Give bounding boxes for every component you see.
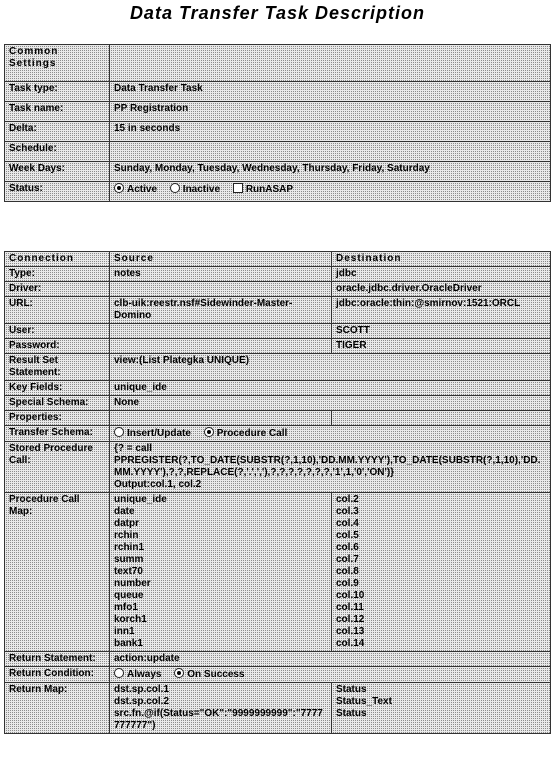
procedure-call-map-destination	[332, 493, 551, 652]
status-runasap-text: RunASAP	[245, 184, 294, 195]
insert-update-option[interactable]	[114, 428, 191, 439]
task-type-value: Data Transfer Task	[110, 82, 551, 102]
map-source-item: unique_ide	[114, 494, 167, 505]
return-map-source-item: src.fn.@if(Status="OK":"9999999999":"7777777777")	[114, 708, 323, 731]
return-condition-options	[110, 667, 551, 683]
return-map-source-item: dst.sp.col.1	[114, 684, 170, 695]
map-destination-item: col.7	[336, 554, 359, 565]
properties-source	[110, 411, 332, 426]
special-schema-label: Special Schema:	[5, 396, 110, 411]
procedure-call-map-source	[110, 493, 332, 652]
connection-header: Connection	[5, 252, 110, 267]
map-destination-item: col.5	[336, 530, 359, 541]
schedule-label: Schedule:	[5, 142, 110, 162]
return-map-label: Return Map:	[5, 683, 110, 734]
status-inactive-text: Inactive	[182, 184, 221, 195]
map-source-item: datpr	[114, 518, 139, 529]
map-destination-item: col.6	[336, 542, 359, 553]
return-map-destination-item: Status	[336, 708, 367, 719]
page-title: Data Transfer Task Description	[129, 3, 426, 23]
map-destination-item: col.11	[336, 602, 364, 613]
type-label: Type:	[5, 267, 110, 282]
map-destination-item: col.14	[336, 638, 365, 649]
map-source-item: inn1	[114, 626, 135, 637]
map-destination-item: col.9	[336, 578, 359, 589]
delta-value: 15 in seconds	[110, 122, 551, 142]
map-source-item: text70	[114, 566, 143, 577]
map-destination-item: col.13	[336, 626, 365, 637]
special-schema-value: None	[110, 396, 551, 411]
map-source-item: mfo1	[114, 602, 138, 613]
map-source-item: date	[114, 506, 135, 517]
stored-procedure-value	[110, 442, 551, 493]
return-map-source-item: dst.sp.col.2	[114, 696, 170, 707]
key-fields-label: Key Fields:	[5, 381, 110, 396]
on-success-option[interactable]	[174, 669, 244, 680]
transfer-schema-label: Transfer Schema:	[5, 426, 110, 442]
map-destination-item: col.3	[336, 506, 359, 517]
key-fields-value: unique_ide	[110, 381, 551, 396]
task-type-label: Task type:	[5, 82, 110, 102]
map-source-item: rchin1	[114, 542, 145, 553]
driver-destination: oracle.jdbc.driver.OracleDriver	[332, 282, 551, 297]
status-options	[110, 182, 551, 202]
checkbox-runasap[interactable]	[233, 183, 243, 193]
map-destination-item: col.2	[336, 494, 359, 505]
map-source-item: summ	[114, 554, 144, 565]
radio-active[interactable]	[114, 183, 124, 193]
week-days-value: Sunday, Monday, Tuesday, Wednesday, Thursday, Friday, Saturday	[110, 162, 551, 182]
procedure-call-option[interactable]	[204, 428, 288, 439]
user-source	[110, 324, 332, 339]
common-settings-table	[4, 44, 551, 202]
map-destination-item: col.8	[336, 566, 359, 577]
return-statement-label: Return Statement:	[5, 652, 110, 667]
status-active-option[interactable]	[114, 184, 157, 195]
insert-update-text: Insert/Update	[127, 428, 191, 439]
transfer-schema-options	[110, 426, 551, 442]
map-destination-item: col.10	[336, 590, 365, 601]
stored-procedure-line-1: {? = call	[114, 443, 153, 454]
result-set-value: view:(List Plategka UNIQUE)	[110, 354, 551, 381]
map-source-item: rchin	[114, 530, 139, 541]
map-destination-item: col.12	[336, 614, 365, 625]
common-settings-header-spacer	[110, 45, 551, 82]
radio-inactive[interactable]	[170, 183, 180, 193]
url-label: URL:	[5, 297, 110, 324]
password-source	[110, 339, 332, 354]
common-settings-header: Common Settings	[5, 45, 110, 82]
delta-label: Delta:	[5, 122, 110, 142]
map-source-item: bank1	[114, 638, 143, 649]
password-destination: TIGER	[332, 339, 551, 354]
map-source-item: korch1	[114, 614, 147, 625]
return-map-destination-item: Status	[336, 684, 367, 695]
task-name-label: Task name:	[5, 102, 110, 122]
properties-destination	[332, 411, 551, 426]
driver-label: Driver:	[5, 282, 110, 297]
map-source-item: number	[114, 578, 151, 589]
week-days-label: Week Days:	[5, 162, 110, 182]
return-condition-label: Return Condition:	[5, 667, 110, 683]
url-destination: jdbc:oracle:thin:@smirnov:1521:ORCL	[332, 297, 551, 324]
procedure-call-map-label: Procedure Call Map:	[5, 493, 110, 652]
procedure-call-text: Procedure Call	[216, 428, 288, 439]
status-runasap-option[interactable]	[233, 184, 293, 195]
map-destination-item: col.4	[336, 518, 359, 529]
schedule-value	[110, 142, 551, 162]
user-label: User:	[5, 324, 110, 339]
properties-label: Properties:	[5, 411, 110, 426]
status-inactive-option[interactable]	[170, 184, 220, 195]
return-map-source	[110, 683, 332, 734]
type-source: notes	[110, 267, 332, 282]
stored-procedure-line-2: PPREGISTER(?,TO_DATE(SUBSTR(?,1,10),'DD.MM.YYYY'),TO_DATE(SUBSTR(?,1,10),'DD.MM.YYYY'),?,?,REPLACE(?,'.',','),?,?,?,?,?,?,?,'1',1,'0','ON')}	[114, 455, 541, 478]
source-header: Source	[110, 252, 332, 267]
return-map-destination-item: Status_Text	[336, 696, 392, 707]
result-set-label: Result Set Statement:	[5, 354, 110, 381]
connection-table	[4, 251, 551, 734]
destination-header: Destination	[332, 252, 551, 267]
url-source: clb-uik:reestr.nsf#Sidewinder-Master-Domino	[110, 297, 332, 324]
return-map-destination	[332, 683, 551, 734]
radio-always[interactable]	[114, 668, 124, 678]
stored-procedure-line-3: Output:col.1, col.2	[114, 479, 202, 490]
radio-insert-update[interactable]	[114, 427, 124, 437]
return-statement-value: action:update	[110, 652, 551, 667]
map-source-item: queue	[114, 590, 144, 601]
task-name-value: PP Registration	[110, 102, 551, 122]
password-label: Password:	[5, 339, 110, 354]
status-active-text: Active	[127, 184, 158, 195]
always-text: Always	[127, 669, 162, 680]
radio-on-success[interactable]	[174, 668, 184, 678]
status-label: Status:	[5, 182, 110, 202]
user-destination: SCOTT	[332, 324, 551, 339]
always-option[interactable]	[114, 669, 161, 680]
on-success-text: On Success	[187, 669, 245, 680]
driver-source	[110, 282, 332, 297]
radio-procedure-call[interactable]	[204, 427, 214, 437]
stored-procedure-label: Stored Procedure Call:	[5, 442, 110, 493]
type-destination: jdbc	[332, 267, 551, 282]
